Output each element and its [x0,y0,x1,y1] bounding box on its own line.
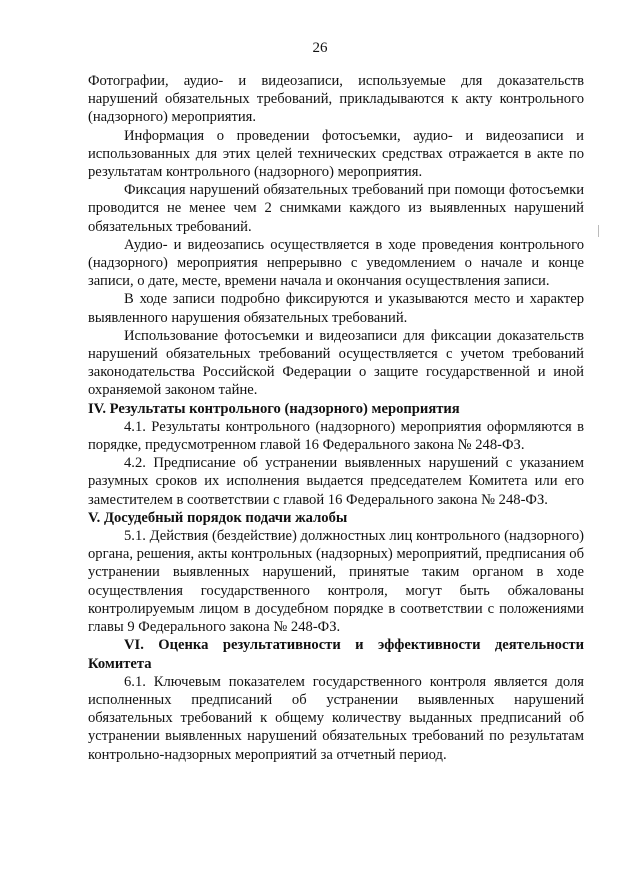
section-4-paragraph-1: 4.1. Результаты контрольного (надзорного) мероприятия оформляются в порядке, предусмотренном главой 16 Федерального закона № 248-ФЗ. [88,418,584,454]
section-6-paragraph-1: 6.1. Ключевым показателем государственного контроля является доля исполненных предписаний об устранении выявленных нарушений обязательных требований к общему количеству выданных предписаний об устранении выявленных нарушений обязательных требований по результатам контрольно-надзорных мероприятий за отчетный период. [88,673,584,763]
paragraph-photo-fixation: Фиксация нарушений обязательных требований при помощи фотосъемки проводится не менее чем 2 снимками каждого из выявленных нарушений обязательных требований. [88,182,584,235]
section-4-heading: IV. Результаты контрольного (надзорного) мероприятия [88,400,460,417]
paragraph-secrecy: Использование фотосъемки и видеозаписи для фиксации доказательств нарушений обязательных требований осуществляется с учетом требований законодательства Российской Федерации о защите государственной и иной охраняемой законом тайне. [88,327,584,399]
section-6-heading: VI. Оценка результативности и эффективности деятельности Комитета [88,637,584,672]
section-4-paragraph-2: 4.2. Предписание об устранении выявленных нарушений с указанием разумных сроков их исполнения выдается председателем Комитета или его заместителем в соответствии с главой 16 Федерального закона № 248-ФЗ. [88,455,584,508]
paragraph-photos: Фотографии, аудио- и видеозаписи, используемые для доказательств нарушений обязательных требований, прикладываются к акту контрольного (надзорного) мероприятия. [88,73,584,126]
section-5-heading: V. Досудебный порядок подачи жалобы [88,509,348,526]
paragraph-photo-info: Информация о проведении фотосъемки, аудио- и видеозаписи и использованных для этих целей технических средствах отражается в акте по результатам контрольного (надзорного) мероприятия. [88,127,584,181]
document-body [88,72,584,764]
page-number: 26 [312,40,328,56]
section-5-paragraph-1: 5.1. Действия (бездействие) должностных лиц контрольного (надзорного) органа, решения, акты контрольных (надзорных) мероприятий, предписания об устранении выявленных нарушений, принятые таким органом в ходе осуществления государственного контроля, могут быть обжалованы контролируемым лицом в досудебном порядке в соответствии с положениями главы 9 Федерального закона № 248-ФЗ. [88,528,584,636]
scan-artifact-mark [598,225,599,237]
paragraph-audio-video: Аудио- и видеозапись осуществляется в ходе проведения контрольного (надзорного) мероприятия непрерывно с уведомлением о начале и конце записи, о дате, месте, времени начала и окончания осуществления записи. [88,236,584,290]
paragraph-recording-details: В ходе записи подробно фиксируются и указываются место и характер выявленного нарушения обязательных требований. [88,291,584,326]
